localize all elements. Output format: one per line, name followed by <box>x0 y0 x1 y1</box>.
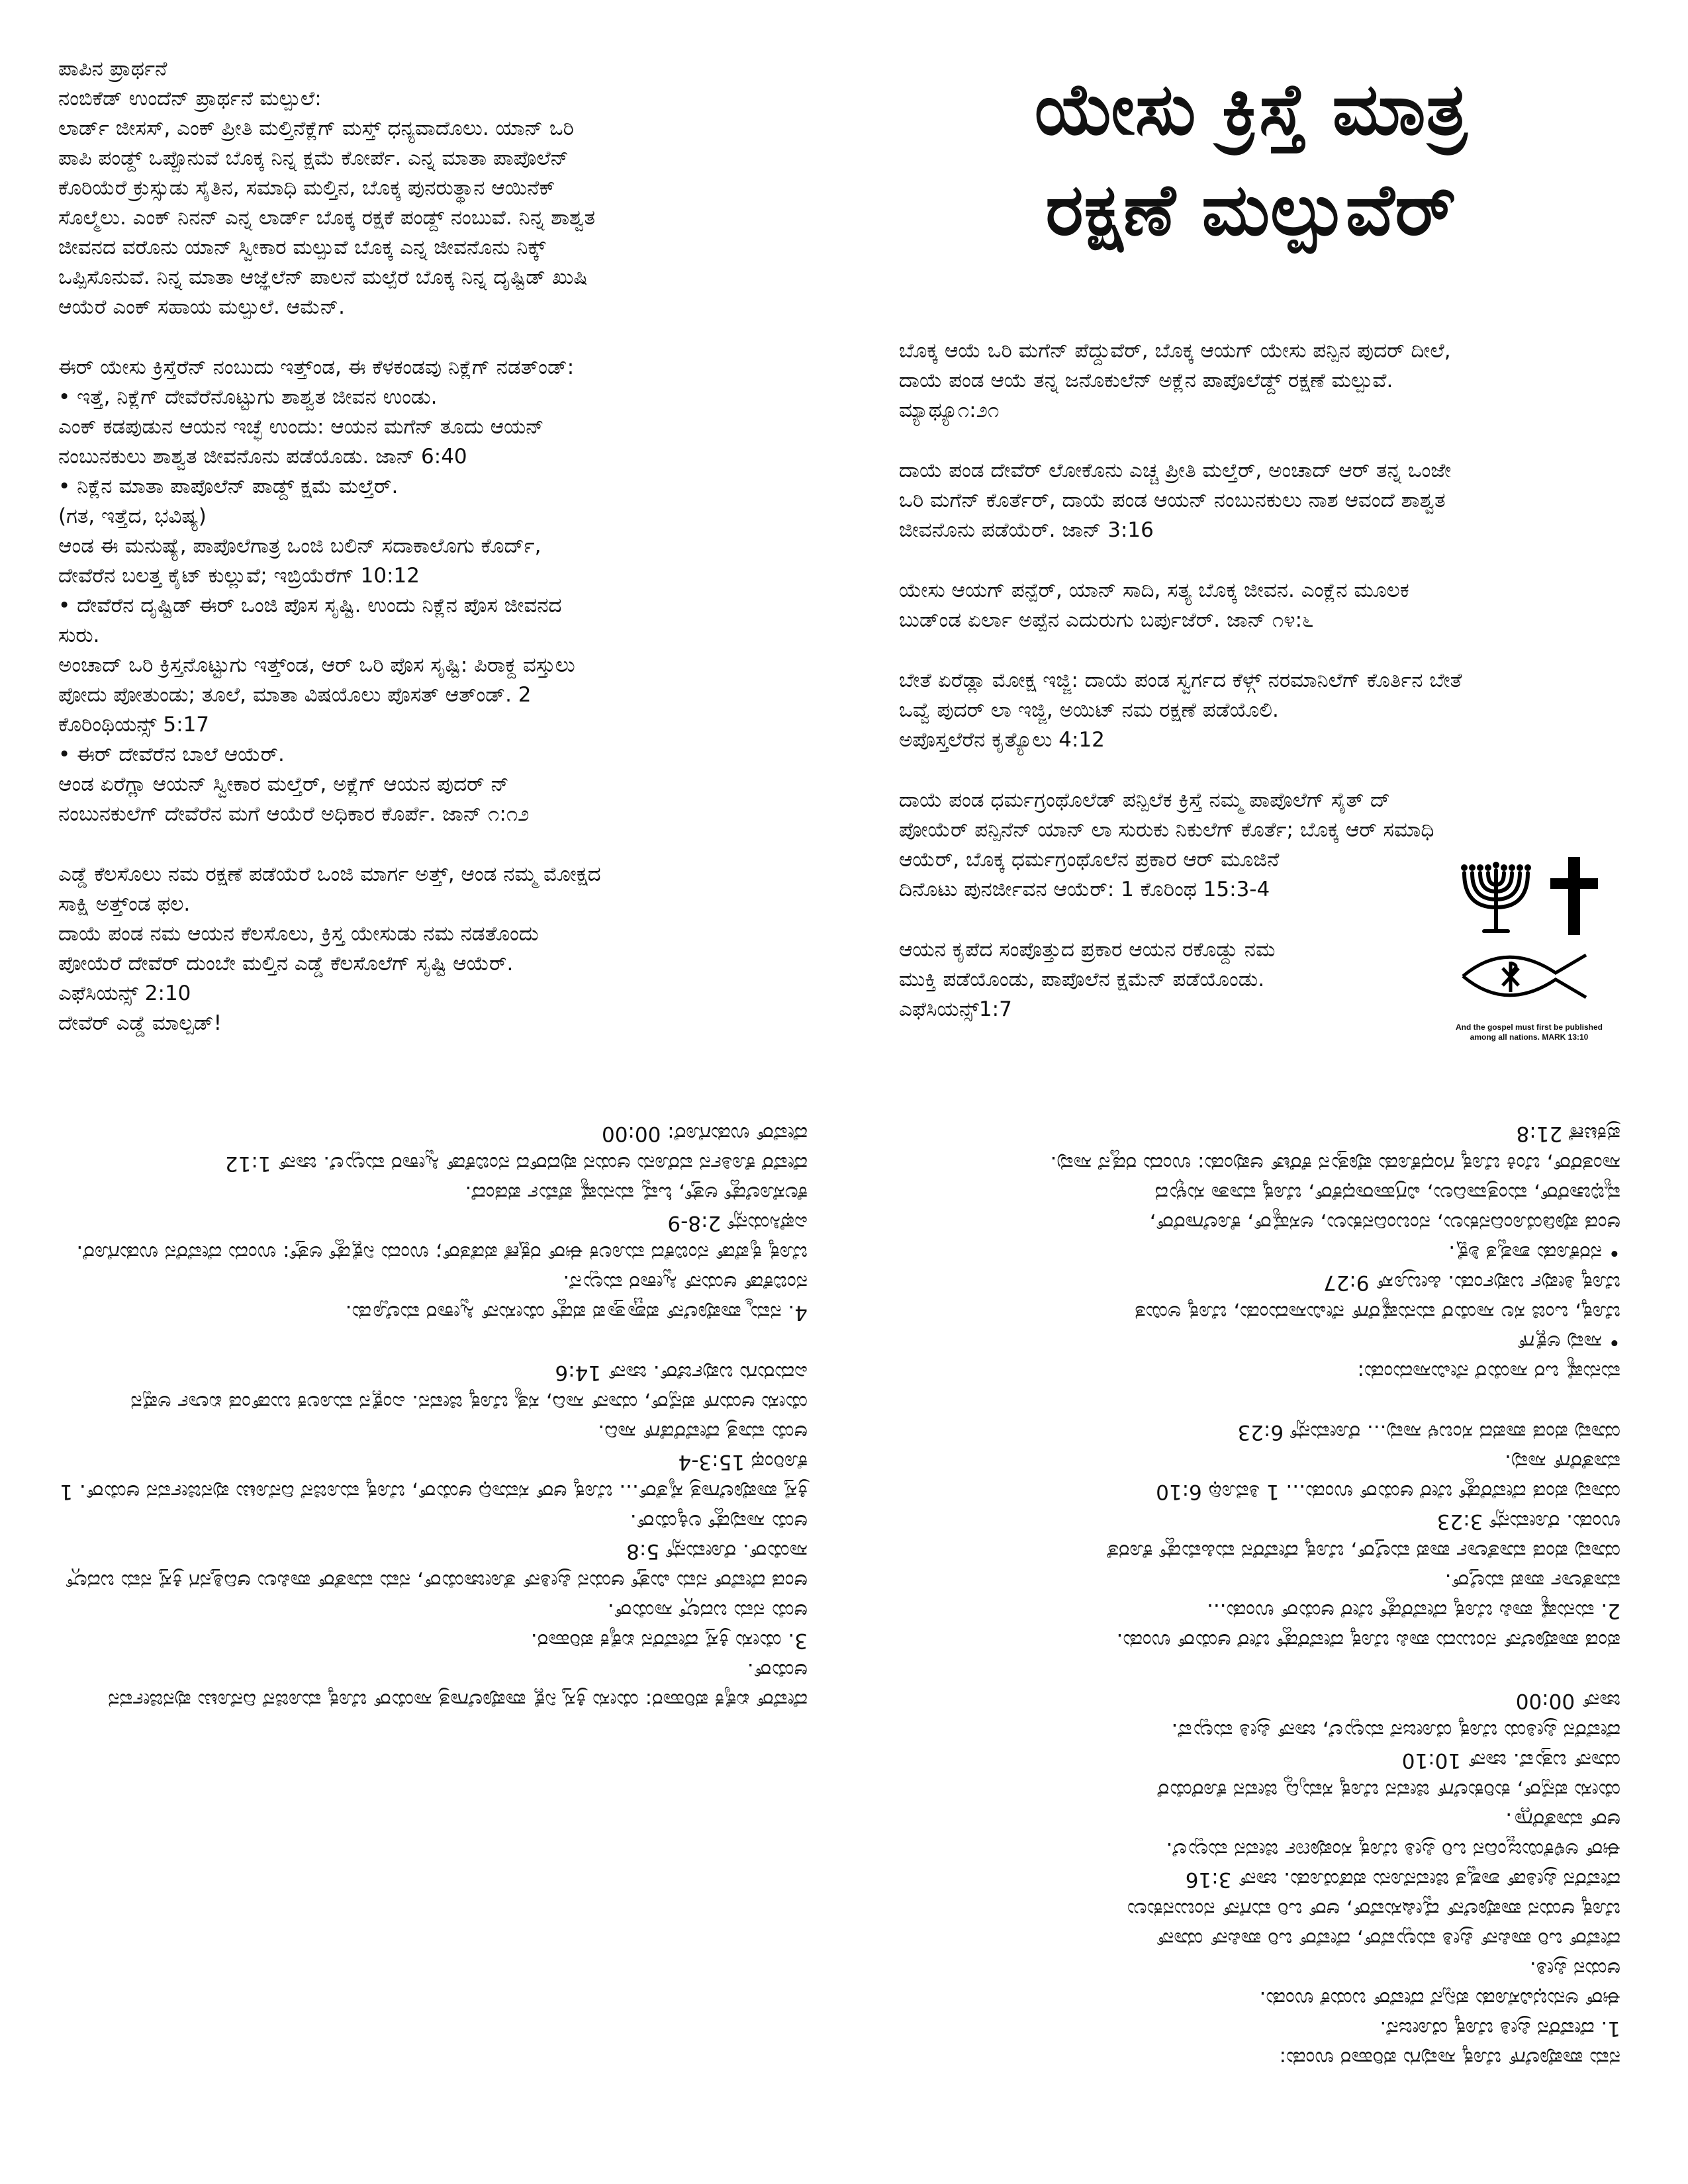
menorah-icon <box>1464 870 1528 931</box>
mark-13-10-caption: And the gospel must first be published among all nations. MARK 13:10 <box>1455 1023 1603 1042</box>
good-works-paragraph: ಎಡ್ಡೆ ಕೆಲಸೊಲು ನಮ ರಕ್ಷಣೆ ಪಡೆಯೆರೆ ಒಂಜಿ ಮಾರ್ಗ ಅತ್ತ್, ಆಂಡ ನಮ್ಮ ಮೋಕ್ಷದ ಸಾಕ್ಷಿ ಅತ್ತ್‌ಂಡ ಫಲ. ದಾಯೆ ಪಂಡ ನಮ ಆಯನ ಕೆಲಸೊಲು, ಕ್ರಿಸ್ತ ಯೇಸುಡು ನಮ ನಡತೊಂದು ಪೋಯೆರೆ ದೇವೆರ್ ದುಂಬೇ ಮಲ್ತಿನ ಎಡ್ಡೆ ಕೆಲಸೊಲೆಗ್ ಸೃಷ್ಟಿ ಆಯೆರ್. ಎಫೆಸಿಯನ್ಸ್ 2:10 ದೇವೆರ್ ಎಡ್ಡೆ ಮಾಲ್ಪಡ್! <box>58 862 601 1035</box>
page-title: ಯೇಸು ಕ್ರಿಸ್ತೆ ಮಾತ್ರ ರಕ್ಷಣೆ ಮಲ್ಪುವೆರ್ <box>1034 68 1468 251</box>
verse-john-14-6: ಯೇಸು ಆಯಗ್ ಪನ್ಪೆರ್, ಯಾನ್ ಸಾದಿ, ಸತ್ಯ ಬೊಕ್ಕ ಜೀವನ. ಎಂಕ್ಲೆನ ಮೂಲಕ ಬುಡ್ಂಡ ಏರ್ಲಾ ಅಪ್ಪೆನ ಎದುರುಗು ಬರ್ಪುಜೆರ್. ಜಾನ್ ೧೪:೬ <box>899 578 1409 632</box>
penalty-of-sin-paragraph: ಮನುಷ್ಯೆ ಒರ ಸಾಯೆರೆ ನೇಮಿಸಾದುಂಡು: • ಸಾವು ಅಕ್ಲೆಗ್ ಬೊಕ್ಕ, ಒಂಜಿ ಸಲ ಸಾಯೆರೆ ಮನುಷ್ಯೆರೆಗ್ ನೇಮಿಸಾದುಂಡು, ಬೊಕ್ಕ ಅಯಿತ ಬೊಕ್ಕ ತೀರ್ಪು ಬರ್ಪುಂಡು. ಹೀಬ್ರೂಸ್ 9:27 • ನರಕೊಡು ಶಾಶ್ವತ ಶಿಕ್ಷೆ. ಆಂಡ ಪೊಡಿಯೊಂದಿನಕುಲು, ನಂಬಂದಿನಕುಲು, ಅಸಹ್ಯೆರ್, ಕೊಲೆಗಾರೆರ್, ವ್ಯಭಿಚಾರೆರ್, ಮಂತ್ರವಾದಿಲು, ವಿಗ್ರಹಾರಾಧಕೆರ್, ಬೊಕ್ಕ ಮಾತಾ ಸುಳ್ಳುದ ಸಾಂತರೆರ್, ಬೆಂಕಿ ಬೊಕ್ಕ ಗಂಧಕೊಡು ಪೊತ್ತುನ ಕೆರೆಟ್ ಆಪುಂಡು: ಉಂದು ರಡ್ಡನೆ ಸಾವು. ಪ್ರಕಟಣೆ 21:8 <box>1050 1122 1620 1384</box>
upside-down-right-panel <box>60 1118 808 1715</box>
faith-symbols <box>1450 850 1609 1042</box>
assurance-paragraph: ಈರ್ ಯೇಸು ಕ್ರಿಸ್ತೆರೆನ್ ನಂಬುದು ಇತ್ತ್‌ಂಡ, ಈ ಕೆಳಕಂಡವು ನಿಕ್ಲೆಗ್ ನಡತ್‌ಂಡ್: • ಇತ್ತೆ, ನಿಕ್ಲೆಗ್ ದೇವೆರೆನೊಟ್ಟುಗು ಶಾಶ್ವತ ಜೀವನ ಉಂಡು. ಎಂಕ್ ಕಡಪುಡುನ ಆಯನ ಇಚ್ಛೆ ಉಂದು: ಆಯನ ಮಗೆನ್ ತೂದು ಆಯನ್ ನಂಬುನಕುಲು ಶಾಶ್ವತ ಜೀವನೊನು ಪಡೆಯೊಡು. ಜಾನ್ 6:40 • ನಿಕ್ಲೆನ ಮಾತಾ ಪಾಪೊಲೆನ್ ಪಾಡ್ದ್ ಕ್ಷಮೆ ಮಲ್ತೆರ್. (ಗತ, ಇತ್ತೆದ, ಭವಿಷ್ಯ) ಆಂಡ ಈ ಮನುಷ್ಯೆ, ಪಾಪೊಲೆಗಾತ್ರ ಒಂಜಿ ಬಲಿನ್ ಸದಾಕಾಲೊಗು ಕೊರ್ದ್, ದೇವೆರೆನ ಬಲತ್ತ ಕೈಟ್ ಕುಲ್ಲುವೆ; ಇಬ್ರಿಯೆರೆಗ್ 10:12 • ದೇವೆರೆನ ದೃಷ್ಟಿಡ್ ಈರ್ ಒಂಜಿ ಪೊಸ ಸೃಷ್ಟಿ. ಉಂದು ನಿಕ್ಲೆನ ಪೊಸ ಜೀವನದ ಸುರು. ಅಂಚಾದ್ ಒರಿ ಕ್ರಿಸ್ತನೊಟ್ಟುಗು ಇತ್ತ್‌ಂಡ, ಆರ್ ಒರಿ ಪೊಸ ಸೃಷ್ಟಿ: ಪಿರಾಕ್ದ ವಸ್ತುಲು ಪೋದು ಪೋತುಂಡು; ತೂಲೆ, ಮಾತಾ ವಿಷಯೊಲು ಪೊಸತ್ ಆತ್‌ಂಡ್. 2 ಕೊರಿಂಥಿಯನ್ಸ್ 5:17 • ಈರ್ ದೇವೆರೆನ ಬಾಲೆ ಆಯೆರ್. ಆಂಡ ಏರೆಗ್ಲಾ ಆಯನ್ ಸ್ವೀಕಾರ ಮಲ್ತೆರ್, ಅಕ್ಲೆಗ್ ಆಯನ ಪುದರ್ ನ್ ನಂಬುನಕುಲೆಗ್ ದೇವೆರೆನ ಮಗೆ ಆಯೆರೆ ಅಧಿಕಾರ ಕೊರ್ಪೆ. ಜಾನ್ ೧:೧೨ <box>58 355 575 826</box>
god-only-remedy-paragraph: ದೇವೆರ್ ಏಕೈಕ ಪರಿಹಾರ: ಯೇಸು ಕ್ರಿಸ್ತ ನಿಕ್ಲೆ ಪಾಪೊಲೆಗಾತ್ರ ಸಾಯೆರ್ ಬೊಕ್ಕ ಮೂಜಿನೆ ದಿನೊಟು ಪುನರ್ಜೀವನ ಆಯೆರ್. 3. ಯೇಸು ಕ್ರಿಸ್ತೆ ದೇವೆರೆನ ಏಕೈಕ ಪರಿಹಾರ. ಆಯೆ ನಮ ಬದಲ್ಗ್ ಸಾಯೆರ್. ಆಂಡ ದೇವೆರ್ ನಮ ಮಿತ್ತ್ ಆಯನ ಪ್ರೀತಿನ್ ತೋಜಾಯೆರ್, ನಮ ಮಾತೆರ್ ಪಾಪಿಲು ಆದಿತ್ತಿನಗ ಕ್ರಿಸ್ತೆ ನಮ ಬದಲ್ಗ್ ಸಾಯೆರ್. ರೋಮನ್ಸ್ 5:8 ಆಯೆ ಸಾವುಡ್ದ್ ಲಕ್ಕಿಯೆರ್. ಕ್ರಿಸ್ತೆ ಪಾಪೊಲೆಗಾತ್ರ ಸೈತೆರ್... ಬೊಕ್ಕ ಆರ್ ಸಮಾಧಿ ಆಯೆರ್, ಬೊಕ್ಕ ಮೂಜಿನೆ ದಿನೊಟು ಪುನರ್ಜೀವನ ಆಯೆರ್. 1 ಕೊರಿಂಥ 15:3-4 ಆಯೆ ಮಾತ್ರ ದೇವೆರೆಡೆಗ್ ಸಾದಿ. ಯೇಸು ಆಯಗ್ ಪನ್ಪೆರ್, ಯಾನ್ ಸಾದಿ, ಸತ್ಯ ಬೊಕ್ಕ ಜೀವನ. ಎಂಕ್ಲೆನ ಮೂಲಕ ಬುಡ್ಂಡ ಏರ್ಲಾ ಅಪ್ಪೆನ ಎದುರುಗು ಬರ್ಪುಜೆರ್. ಜಾನ್ 14:6 <box>60 1361 808 1712</box>
symbols-graphic <box>1450 850 1609 1016</box>
prayer-column <box>58 54 813 1038</box>
fish-icon <box>1463 955 1586 997</box>
verse-corinthians: ದಾಯೆ ಪಂಡ ಧರ್ಮಗ್ರಂಥೊಲೆಡ್ ಪನ್ಪಿಲೆಕ ಕ್ರಿಸ್ತೆ ನಮ್ಮ ಪಾಪೊಲೆಗ್ ಸೈತ್ ದ್ ಪೋಯೆರ್ ಪನ್ಪಿನೆನ್ ಯಾನ್ ಲಾ ಸುರುಕು ನಿಕುಲೆಗ್ ಕೊರ್ತೆ; ಬೊಕ್ಕ ಆರ್ ಸಮಾಧಿ ಆಯೆರ್, ಬೊಕ್ಕ ಧರ್ಮಗ್ರಂಥೊಲೆನ ಪ್ರಕಾರ ಆರ್ ಮೂಜಿನೆ ದಿನೊಟು ಪುನರ್ಜೀವನ ಆಯೆರ್: 1 ಕೊರಿಂಥ 15:3-4 <box>899 788 1434 901</box>
solution-intro-paragraph: ನಮ ಪಾಪೊಲೆಗ್ ಬೊಕ್ಕ ಸಾವುಗು ಪರಿಹಾರ ಉಂಡು: 1. ದೇವೆರೆನ ಪ್ರೀತಿ ಬೊಕ್ಕ ಯೋಜನೆ. ಈರ್ ಅನುಭವಿಸೊಡು ಪನ್ಪಿನೆ ದೇವೆರ್ ಬಯಕೆ ಉಂಡು. ಆಯನ ಪ್ರೀತಿ. ದೇವೆರ್ ಒರಿ ಪಾಪಿನ್ ಪ್ರೀತಿ ಮಲ್ಪುವೆರ್, ದೇವೆರ್ ಒರಿ ಪಾಪಿನ್ ಯಾನ್ ಬೊಕ್ಕ ಆಯನ ಪಾಪೊಲೆನ್ ದ್ವೇಷಿಸುವೆರ್, ಆರ್ ಒರಿ ಮಗೆನ್ ನಂಬುನಕುಲು ದೇವೆರೆನ ಪ್ರೀತಿಡ್ ಶಾಶ್ವತ ಜೀವನೊನು ಪಡೆಯೊಡು. ಜಾನ್ 3:16 ಈರ್ ಅಳಿಕೆಯಿಜ್ಜಂದಿನ ಒರಿ ಪ್ರೀತಿ ಬೊಕ್ಕ ಸಂಪೂರ್ಣ ಜೀವನ ಮಲ್ಪುಲೆ. ಆರ್ ಮಾತೆರೆಗ್ಲಾ. ಯೇಸು ಪನ್ಪೆರ್, ಕುರಿಕುಲೆಗ್ ಜೀವನ ಬೊಕ್ಕ ಸಮೃದ್ಧಿ ಜೀವನ ಕೊರೆಯೆರೆ ಯಾನ್ ಬತ್ತುವೆ. ಜಾನ್ 10:10 ದೇವೆರೆನ ಪ್ರೀತಿಯ ಬೊಕ್ಕ ಯೋಜನೆ ಮಲ್ಪುಲೆ, ಜಾನ್ ಪ್ರೀತಿ ಮಲ್ಪುವೆ. ಜಾನ್ 00:00 <box>1127 1689 1620 2070</box>
man-is-sinful-paragraph: ಪಂಡ ಪಾಪೊಲೆನ್ ನಂಬುದು ಪಾಪಿ ಬೊಕ್ಕ ದೇವೆರೆಡ್ದ್ ಬೇರೆ ಆಯೆರ್ ಉಂಡು. 2. ಮನುಷ್ಯೆ ಪಾಪಿ ಬೊಕ್ಕ ದೇವೆರೆಡ್ದ್ ಬೇರೆ ಆಯೆರ್ ಉಂಡು... ಮಾತೆರ್ಲಾ ಪಾಪ ಮಲ್ತೆರ್. ಯಾವು ಪಂಡ ಮಾತೆರ್ಲಾ ಪಾಪ ಮಲ್ತೆರ್, ಬೊಕ್ಕ ದೇವೆರೆನ ಮಹಿಮೆಡ್ದ್ ಕೊರತೆ ಉಂಡು. ರೋಮನ್ಸ್ 3:23 ಯಾವು ಪಂಡ ದೇವೆರೆಡ್ದ್ ಬೇರೆ ಆಯೆರ್ ಉಂಡು... 1 ತಿಮೊಥಿ 6:10 ಮಾತೆರೆಗ್ ಸಾವು. ಯಾವು ಪಂಡ ಪಾಪದ ಸಂಬಳ ಸಾವು... ರೋಮನ್ಸ್ 6:23 <box>1107 1420 1620 1653</box>
receive-christ-paragraph: 4. ನಮ್ಮ ಪಾಪೊಲೆನ್ ಪಶ್ಚಾತ್ತಾಪ ಪಡ್ದ್ ಯೇಸುನ್ ಸ್ವೀಕಾರ ಮಲ್ಪೊಡು. ನಂಬಿಕೆಡ್ ಆಯನ್ ಸ್ವೀಕಾರ ಮಲ್ಪುನೆ. ಬೊಕ್ಕ ಕೃಪೆಡ್ ನಂಬಿಕೆದ ಮೂಲಕ ಈರ್ ರಕ್ಷಣೆ ಪಡೆತರ್; ಉಂದು ನಿಕ್ಲೆಡ್ದ್ ಅತ್ತ್: ಉಂದು ದೇವೆರೆನ ಉಡುಗೊರೆ. ಎಫೆಸಿಯನ್ಸ್ 2:8-9 ಕೆಲಸೊಲೆಡ್ದ್ ಅತ್ತ್, ಓವ್ವೆ ಮನುಷ್ಯೆ ಪೆರ್ಮೆ ಪಡಂದೆ. ದೇವೆರೆ ಕೊರ್ತಿನ ವರೊನು ಆಯನ ಪುದರ್‌ದ ನಂಬಿಕೆಡ್ ಸ್ವೀಕಾರ ಮಲ್ಪುಲೆ. ಜಾನ್ 1:12 ದೇವೆರ್ ಉಡುಗೊರೆ: 00:00 <box>76 1122 808 1324</box>
verse-matthew: ಬೊಕ್ಕ ಆಯೆ ಒರಿ ಮಗೆನ್ ಪೆದ್ದುವೆರ್, ಬೊಕ್ಕ ಆಯಗ್ ಯೇಸು ಪನ್ಪಿನ ಪುದರ್ ದೀಲೆ, ದಾಯೆ ಪಂಡ ಆಯೆ ತನ್ನ ಜನೊಕುಲೆನ್ ಅಕ್ಲೆನ ಪಾಪೊಲೆಡ್ದ್ ರಕ್ಷಣೆ ಮಲ್ಪುವೆ. ಮ್ಯಾಥ್ಯೂ೧:೨೧ <box>899 339 1451 422</box>
verse-acts-4-12: ಬೇತೆ ಏರೆಡ್ಲಾ ಮೋಕ್ಷ ಇಜ್ಜಿ: ದಾಯೆ ಪಂಡ ಸ್ವರ್ಗದ ಕೆಳ್ಗ್ ನರಮಾನಿಲೆಗ್ ಕೊರ್ತಿನ ಬೇತೆ ಒವ್ವೆ ಪುದರ್ ಲಾ ಇಜ್ಜಿ, ಅಯಿಟ್ ನಮ ರಕ್ಷಣೆ ಪಡೆಯೊಲಿ. ಅಪೊಸ್ತಲೆರೆನ ಕೃತ್ಯೊಲು 4:12 <box>899 668 1462 752</box>
cross-icon <box>1550 857 1598 935</box>
upside-down-left-panel <box>866 1118 1620 2073</box>
sinners-prayer-paragraph: ಪಾಪಿನ ಪ್ರಾರ್ಥನೆ ನಂಬಿಕೆಡ್ ಉಂದೆನ್ ಪ್ರಾರ್ಥನೆ ಮಲ್ಪುಲೆ: ಲಾರ್ಡ್ ಜೀಸಸ್, ಎಂಕ್ ಪ್ರೀತಿ ಮಲ್ತಿನೆಕ್ಲೆಗ್ ಮಸ್ತ್ ಧನ್ಯವಾದೊಲು. ಯಾನ್ ಒರಿ ಪಾಪಿ ಪಂಡ್ದ್ ಒಪ್ಪೊನುವೆ ಬೊಕ್ಕ ನಿನ್ನ ಕ್ಷಮೆ ಕೋರ್ಪೆ. ಎನ್ನ ಮಾತಾ ಪಾಪೊಲೆನ್ ಕೊರಿಯೆರೆ ಕ್ರುಸ್ಸುಡು ಸೈತಿನ, ಸಮಾಧಿ ಮಲ್ತಿನ, ಬೊಕ್ಕ ಪುನರುತ್ಥಾನ ಆಯಿನೆಕ್ ಸೊಲ್ಮೆಲು. ಎಂಕ್ ನಿನನ್ ಎನ್ನ ಲಾರ್ಡ್ ಬೊಕ್ಕ ರಕ್ಷಕೆ ಪಂಡ್ದ್ ನಂಬುವೆ. ನಿನ್ನ ಶಾಶ್ವತ ಜೀವನದ ವರೊನು ಯಾನ್ ಸ್ವೀಕಾರ ಮಲ್ಪುವೆ ಬೊಕ್ಕ ಎನ್ನ ಜೀವನೊನು ನಿಕ್ಕ್ ಒಪ್ಪಿಸೊನುವೆ. ನಿನ್ನ ಮಾತಾ ಆಜ್ಞೆಲೆನ್ ಪಾಲನೆ ಮಲ್ಪೆರೆ ಬೊಕ್ಕ ನಿನ್ನ ದೃಷ್ಟಿಡ್ ಖುಷಿ ಆಯೆರೆ ಎಂಕ್ ಸಹಾಯ ಮಲ್ಪುಲೆ. ಆಮೆನ್. <box>58 57 596 319</box>
verse-ephesians-1-7: ಆಯನ ಕೃಪೆದ ಸಂಪೊತ್ತುದ ಪ್ರಕಾರ ಆಯನ ರಕೊಡ್ದು ನಮ ಮುಕ್ತಿ ಪಡೆಯೊಂಡು, ಪಾಪೊಲೆನ ಕ್ಷಮೆನ್ ಪಡೆಯೊಂಡು. ಎಫೆಸಿಯನ್ಸ್1:7 <box>899 938 1276 1021</box>
verse-john-3-16: ದಾಯೆ ಪಂಡ ದೇವೆರ್ ಲೋಕೊನು ಎಚ್ಚ ಪ್ರೀತಿ ಮಲ್ತೆರ್, ಅಂಚಾದ್ ಆರ್ ತನ್ನ ಒಂಜೇ ಒರಿ ಮಗೆನ್ ಕೊರ್ತೆರ್, ದಾಯೆ ಪಂಡ ಆಯನ್ ನಂಬುನಕುಲು ನಾಶ ಆವಂದೆ ಶಾಶ್ವತ ಜೀವನೊನು ಪಡೆಯೆರ್. ಜಾನ್ 3:16 <box>899 459 1452 542</box>
